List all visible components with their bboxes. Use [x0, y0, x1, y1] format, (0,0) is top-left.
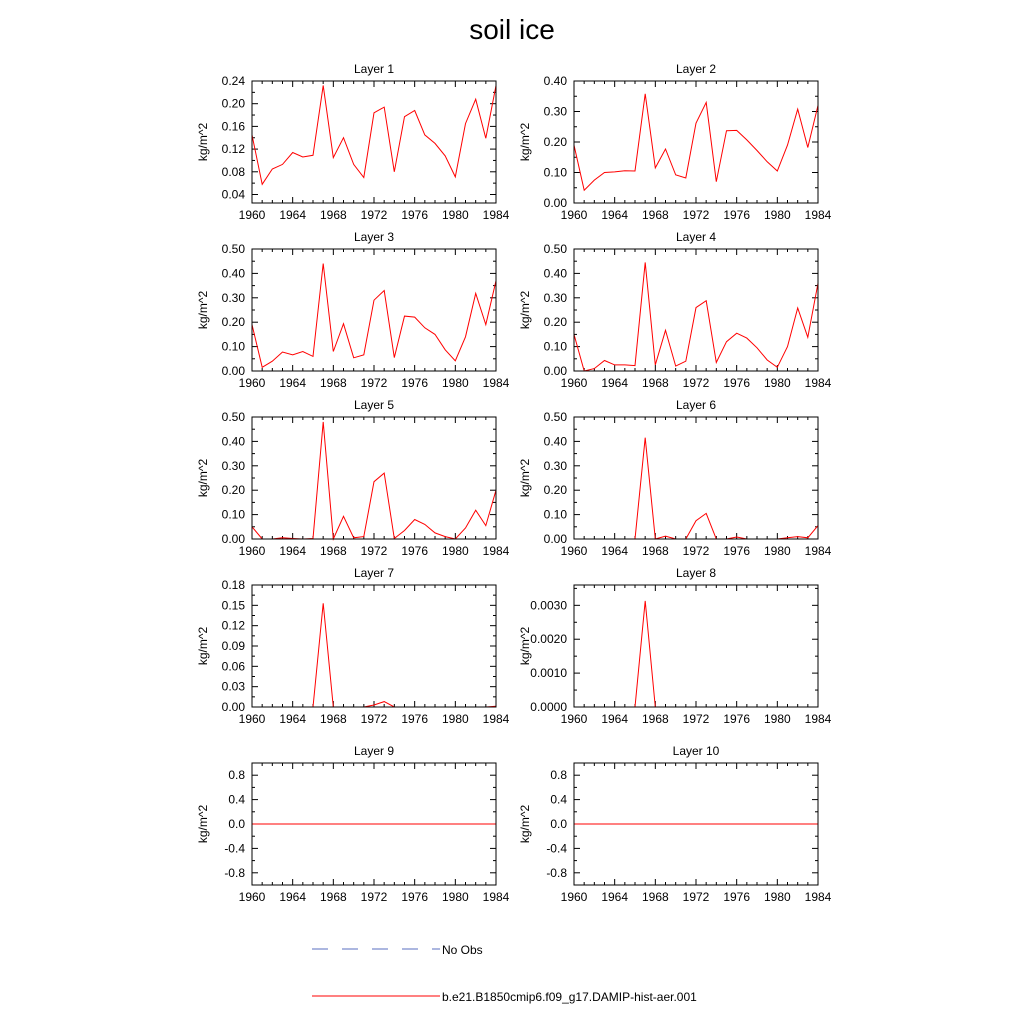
- layer-3-ytick-label: 0.00: [221, 364, 245, 378]
- layer-1-frame: [252, 81, 496, 203]
- layer-7-xtick-label: 1980: [441, 712, 469, 726]
- layer-7-title: Layer 7: [353, 566, 395, 580]
- layer-6-xtick-label: 1960: [560, 544, 588, 558]
- layer-1-xtick-label: 1968: [319, 208, 347, 222]
- legend-model-label: b.e21.B1850cmip6.f09_g17.DAMIP-hist-aer.001: [442, 990, 697, 1004]
- layer-1-ytick-label: 0.24: [221, 74, 245, 88]
- layer-7-ytick-label: 0.18: [221, 578, 245, 592]
- layer-5-ytick-label: 0.30: [221, 458, 245, 473]
- layer-1-series-line: [252, 86, 496, 185]
- layer-1-ytick-label: 0.12: [221, 142, 245, 157]
- layer-8-ylabel: kg/m^2: [518, 626, 532, 666]
- layer-4-ytick-label: 0.20: [543, 315, 567, 330]
- layer-8-ytick-label: 0.0020: [530, 632, 567, 647]
- layer-1-ytick-label: 0.04: [221, 187, 245, 202]
- layer-7-ylabel: kg/m^2: [196, 626, 210, 666]
- layer-1-ytick-label: 0.16: [221, 119, 245, 134]
- layer-7-ytick-label: 0.12: [221, 618, 245, 633]
- layer-4-xtick-label: 1984: [804, 376, 832, 390]
- layer-2-frame: [574, 81, 818, 203]
- layer-9-ytick-label: -0.8: [224, 865, 245, 880]
- layer-8-xtick-label: 1972: [682, 712, 710, 726]
- layer-5-ytick-label: 0.40: [221, 434, 245, 449]
- layer-4-ytick-label: 0.30: [543, 290, 567, 305]
- layer-6-xtick-label: 1980: [763, 544, 791, 558]
- layer-2-xtick-label: 1968: [641, 208, 669, 222]
- layer-4-xtick-label: 1972: [682, 376, 710, 390]
- layer-7-panel: [196, 566, 510, 726]
- layer-5-ytick-label: 0.10: [221, 507, 245, 522]
- layer-9-panel: [196, 744, 510, 904]
- layer-3-ytick-label: 0.20: [221, 315, 245, 330]
- layer-9-xtick-label: 1972: [360, 890, 388, 904]
- layer-9-xtick-label: 1960: [238, 890, 266, 904]
- layer-10-xtick-label: 1972: [682, 890, 710, 904]
- layer-10-ytick-label: -0.8: [546, 865, 567, 880]
- layer-10-xtick-label: 1984: [804, 890, 832, 904]
- layer-6-xtick-label: 1964: [601, 544, 629, 558]
- layer-3-ylabel: kg/m^2: [196, 290, 210, 330]
- layer-6-series-line: [574, 438, 818, 539]
- layer-8-xtick-label: 1964: [601, 712, 629, 726]
- layer-2-ytick-label: 0.20: [543, 135, 567, 149]
- layer-9-ytick-label: -0.4: [224, 841, 245, 856]
- layer-4-ytick-label: 0.50: [543, 242, 567, 256]
- layer-4-series-line: [574, 262, 818, 371]
- layer-4-xtick-label: 1968: [641, 376, 669, 390]
- layer-2-title: Layer 2: [675, 62, 717, 76]
- layer-3-ytick-label: 0.10: [221, 339, 245, 354]
- layer-5-ylabel: kg/m^2: [196, 458, 210, 498]
- layer-3-xtick-label: 1968: [319, 376, 347, 390]
- layer-3-xtick-label: 1972: [360, 376, 388, 390]
- layer-4-ytick-label: 0.00: [543, 364, 567, 378]
- layer-1-ylabel: kg/m^2: [196, 122, 210, 162]
- layer-1-xtick-label: 1980: [441, 208, 469, 222]
- layer-1-ytick-label: 0.08: [221, 164, 245, 179]
- layer-3-xtick-label: 1984: [482, 376, 510, 390]
- layer-4-ytick-label: 0.40: [543, 266, 567, 281]
- layer-2-xtick-label: 1964: [601, 208, 629, 222]
- layer-10-title: Layer 10: [672, 744, 720, 758]
- layer-5-xtick-label: 1960: [238, 544, 266, 558]
- layer-9-xtick-label: 1980: [441, 890, 469, 904]
- layer-7-ytick-label: 0.03: [221, 679, 245, 694]
- layer-5-ytick-label: 0.00: [221, 532, 245, 546]
- layer-7-xtick-label: 1964: [279, 712, 307, 726]
- layer-5-ytick-label: 0.50: [221, 410, 245, 424]
- layer-1-xtick-label: 1972: [360, 208, 388, 222]
- layer-8-title: Layer 8: [675, 566, 717, 580]
- layer-4-ytick-label: 0.10: [543, 339, 567, 354]
- layer-3-ytick-label: 0.40: [221, 266, 245, 281]
- panels: [196, 62, 832, 904]
- layer-10-xtick-label: 1964: [601, 890, 629, 904]
- layer-5-xtick-label: 1984: [482, 544, 510, 558]
- layer-4-panel: [518, 230, 832, 390]
- layer-2-ytick-label: 0.40: [543, 74, 567, 88]
- layer-4-xtick-label: 1976: [723, 376, 751, 390]
- layer-1-xtick-label: 1984: [482, 208, 510, 222]
- layer-7-xtick-label: 1972: [360, 712, 388, 726]
- layer-7-xtick-label: 1968: [319, 712, 347, 726]
- layer-9-title: Layer 9: [353, 744, 395, 758]
- layer-8-ytick-label: 0.0030: [530, 598, 567, 613]
- layer-1-xtick-label: 1964: [279, 208, 307, 222]
- layer-2-panel: [518, 62, 832, 222]
- layer-7-ytick-label: 0.09: [221, 639, 245, 653]
- layer-8-frame: [574, 585, 818, 707]
- layer-6-xtick-label: 1984: [804, 544, 832, 558]
- layer-6-ytick-label: 0.50: [543, 410, 567, 424]
- layer-4-xtick-label: 1964: [601, 376, 629, 390]
- layer-3-title: Layer 3: [353, 230, 395, 244]
- layer-7-ytick-label: 0.15: [221, 598, 245, 613]
- layer-2-xtick-label: 1980: [763, 208, 791, 222]
- layer-5-title: Layer 5: [353, 398, 395, 412]
- layer-4-xtick-label: 1980: [763, 376, 791, 390]
- layer-10-xtick-label: 1960: [560, 890, 588, 904]
- layer-6-ytick-label: 0.40: [543, 434, 567, 449]
- layer-8-ytick-label: 0.0000: [530, 700, 567, 714]
- layer-8-xtick-label: 1976: [723, 712, 751, 726]
- layer-6-ytick-label: 0.30: [543, 458, 567, 473]
- layer-6-title: Layer 6: [675, 398, 717, 412]
- layer-3-xtick-label: 1976: [401, 376, 429, 390]
- layer-9-xtick-label: 1964: [279, 890, 307, 904]
- layer-1-xtick-label: 1960: [238, 208, 266, 222]
- layer-2-ytick-label: 0.10: [543, 165, 567, 180]
- layer-4-title: Layer 4: [675, 230, 717, 244]
- layer-2-series-line: [574, 94, 818, 190]
- layer-6-ytick-label: 0.00: [543, 532, 567, 546]
- layer-1-ytick-label: 0.20: [221, 96, 245, 111]
- layer-3-ytick-label: 0.50: [221, 242, 245, 256]
- layer-10-ytick-label: -0.4: [546, 841, 567, 856]
- layer-6-panel: [518, 398, 832, 558]
- layer-6-xtick-label: 1972: [682, 544, 710, 558]
- layer-5-xtick-label: 1976: [401, 544, 429, 558]
- layer-10-ytick-label: 0.4: [550, 792, 567, 807]
- layer-9-xtick-label: 1976: [401, 890, 429, 904]
- layer-3-frame: [252, 249, 496, 371]
- layer-8-xtick-label: 1984: [804, 712, 832, 726]
- layer-5-series-line: [252, 422, 496, 539]
- layer-9-xtick-label: 1984: [482, 890, 510, 904]
- layer-2-ylabel: kg/m^2: [518, 122, 532, 162]
- layer-10-xtick-label: 1976: [723, 890, 751, 904]
- layer-2-xtick-label: 1984: [804, 208, 832, 222]
- layer-9-ytick-label: 0.0: [228, 817, 245, 831]
- layer-9-ylabel: kg/m^2: [196, 804, 210, 844]
- layer-9-ytick-label: 0.4: [228, 792, 245, 807]
- layer-3-xtick-label: 1964: [279, 376, 307, 390]
- layer-1-panel: [196, 62, 510, 222]
- layer-2-xtick-label: 1976: [723, 208, 751, 222]
- layer-5-panel: [196, 398, 510, 558]
- figure-title: soil ice: [469, 14, 555, 45]
- layer-10-ylabel: kg/m^2: [518, 804, 532, 844]
- layer-4-ylabel: kg/m^2: [518, 290, 532, 330]
- layer-2-ytick-label: 0.30: [543, 104, 567, 119]
- layer-2-xtick-label: 1960: [560, 208, 588, 222]
- layer-5-frame: [252, 417, 496, 539]
- layer-8-xtick-label: 1980: [763, 712, 791, 726]
- legend-obs-label: No Obs: [442, 943, 483, 957]
- layer-8-xtick-label: 1960: [560, 712, 588, 726]
- layer-7-frame: [252, 585, 496, 707]
- layer-4-xtick-label: 1960: [560, 376, 588, 390]
- layer-5-xtick-label: 1980: [441, 544, 469, 558]
- layer-6-xtick-label: 1976: [723, 544, 751, 558]
- layer-1-title: Layer 1: [353, 62, 395, 76]
- layer-10-panel: [518, 744, 832, 904]
- layer-7-xtick-label: 1976: [401, 712, 429, 726]
- layer-6-ytick-label: 0.10: [543, 507, 567, 522]
- layer-10-ytick-label: 0.0: [550, 817, 567, 831]
- layer-6-xtick-label: 1968: [641, 544, 669, 558]
- layer-10-xtick-label: 1980: [763, 890, 791, 904]
- layer-5-xtick-label: 1968: [319, 544, 347, 558]
- layer-3-ytick-label: 0.30: [221, 290, 245, 305]
- layer-7-ytick-label: 0.00: [221, 700, 245, 714]
- layer-7-xtick-label: 1984: [482, 712, 510, 726]
- layer-9-xtick-label: 1968: [319, 890, 347, 904]
- layer-6-ytick-label: 0.20: [543, 483, 567, 498]
- layer-8-panel: [518, 566, 832, 726]
- layer-5-ytick-label: 0.20: [221, 483, 245, 498]
- layer-5-xtick-label: 1972: [360, 544, 388, 558]
- layer-6-ylabel: kg/m^2: [518, 458, 532, 498]
- layer-10-ytick-label: 0.8: [550, 768, 567, 783]
- layer-9-ytick-label: 0.8: [228, 768, 245, 783]
- layer-8-ytick-label: 0.0010: [530, 666, 567, 681]
- layer-7-ytick-label: 0.06: [221, 659, 245, 674]
- layer-3-xtick-label: 1980: [441, 376, 469, 390]
- layer-3-xtick-label: 1960: [238, 376, 266, 390]
- layer-8-xtick-label: 1968: [641, 712, 669, 726]
- layer-1-xtick-label: 1976: [401, 208, 429, 222]
- layer-3-series-line: [252, 264, 496, 368]
- layer-2-xtick-label: 1972: [682, 208, 710, 222]
- layer-10-xtick-label: 1968: [641, 890, 669, 904]
- layer-8-series-line: [574, 601, 818, 707]
- layer-2-ytick-label: 0.00: [543, 196, 567, 210]
- layer-7-xtick-label: 1960: [238, 712, 266, 726]
- legend: [312, 943, 697, 1004]
- layer-7-series-line: [252, 603, 496, 707]
- layer-5-xtick-label: 1964: [279, 544, 307, 558]
- layer-3-panel: [196, 230, 510, 390]
